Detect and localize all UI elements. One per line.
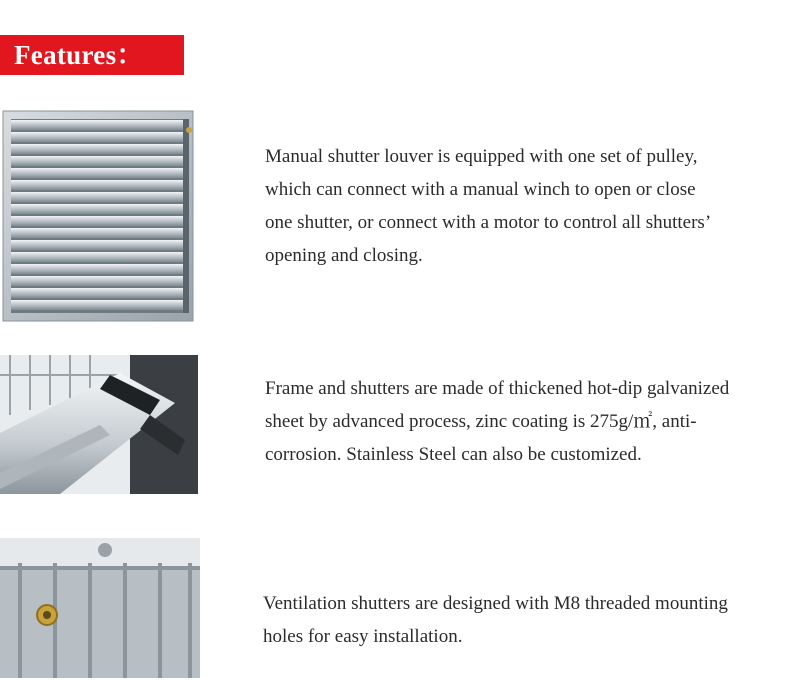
louver-slat: [11, 180, 183, 190]
feature-1-line: which can connect with a manual winch to open or close: [265, 179, 696, 200]
louver-panel-image: [2, 108, 196, 323]
louver-slat: [11, 192, 183, 202]
features-heading: Features：: [0, 35, 184, 75]
louver-slat: [11, 204, 183, 214]
feature-1-line: Manual shutter louver is equipped with one set of pulley,: [265, 146, 698, 167]
louver-slat: [11, 156, 183, 166]
louver-slat: [11, 216, 183, 226]
louver-slat: [11, 276, 183, 286]
feature-2-line: Frame and shutters are made of thickened hot-dip galvanized: [265, 378, 730, 399]
shutter-blade-closeup-image: [0, 355, 198, 494]
louver-slat: [11, 288, 183, 298]
louver-slat: [11, 228, 183, 238]
feature-2-text: [265, 372, 785, 471]
louver-slat: [11, 120, 183, 130]
feature-1-line: one shutter, or connect with a motor to control all shutters’: [265, 212, 712, 233]
louver-slat: [11, 144, 183, 154]
feature-2-line: corrosion. Stainless Steel can also be customized.: [265, 444, 642, 465]
feature-3-line: holes for easy installation.: [263, 626, 463, 647]
louver-slat: [11, 240, 183, 250]
mounting-hole-closeup-image: [0, 538, 200, 678]
louver-slat: [11, 300, 183, 310]
feature-1-line: opening and closing.: [265, 245, 423, 266]
louver-slat: [11, 252, 183, 262]
louver-slat: [11, 264, 183, 274]
feature-3-text: [263, 587, 793, 653]
louver-slat: [11, 168, 183, 178]
feature-3-line: Ventilation shutters are designed with M8 threaded mounting: [263, 593, 728, 614]
feature-1-text: [265, 140, 785, 272]
louver-slat: [11, 132, 183, 142]
feature-2-line: sheet by advanced process, zinc coating is 275g/㎡, anti-: [265, 411, 697, 432]
